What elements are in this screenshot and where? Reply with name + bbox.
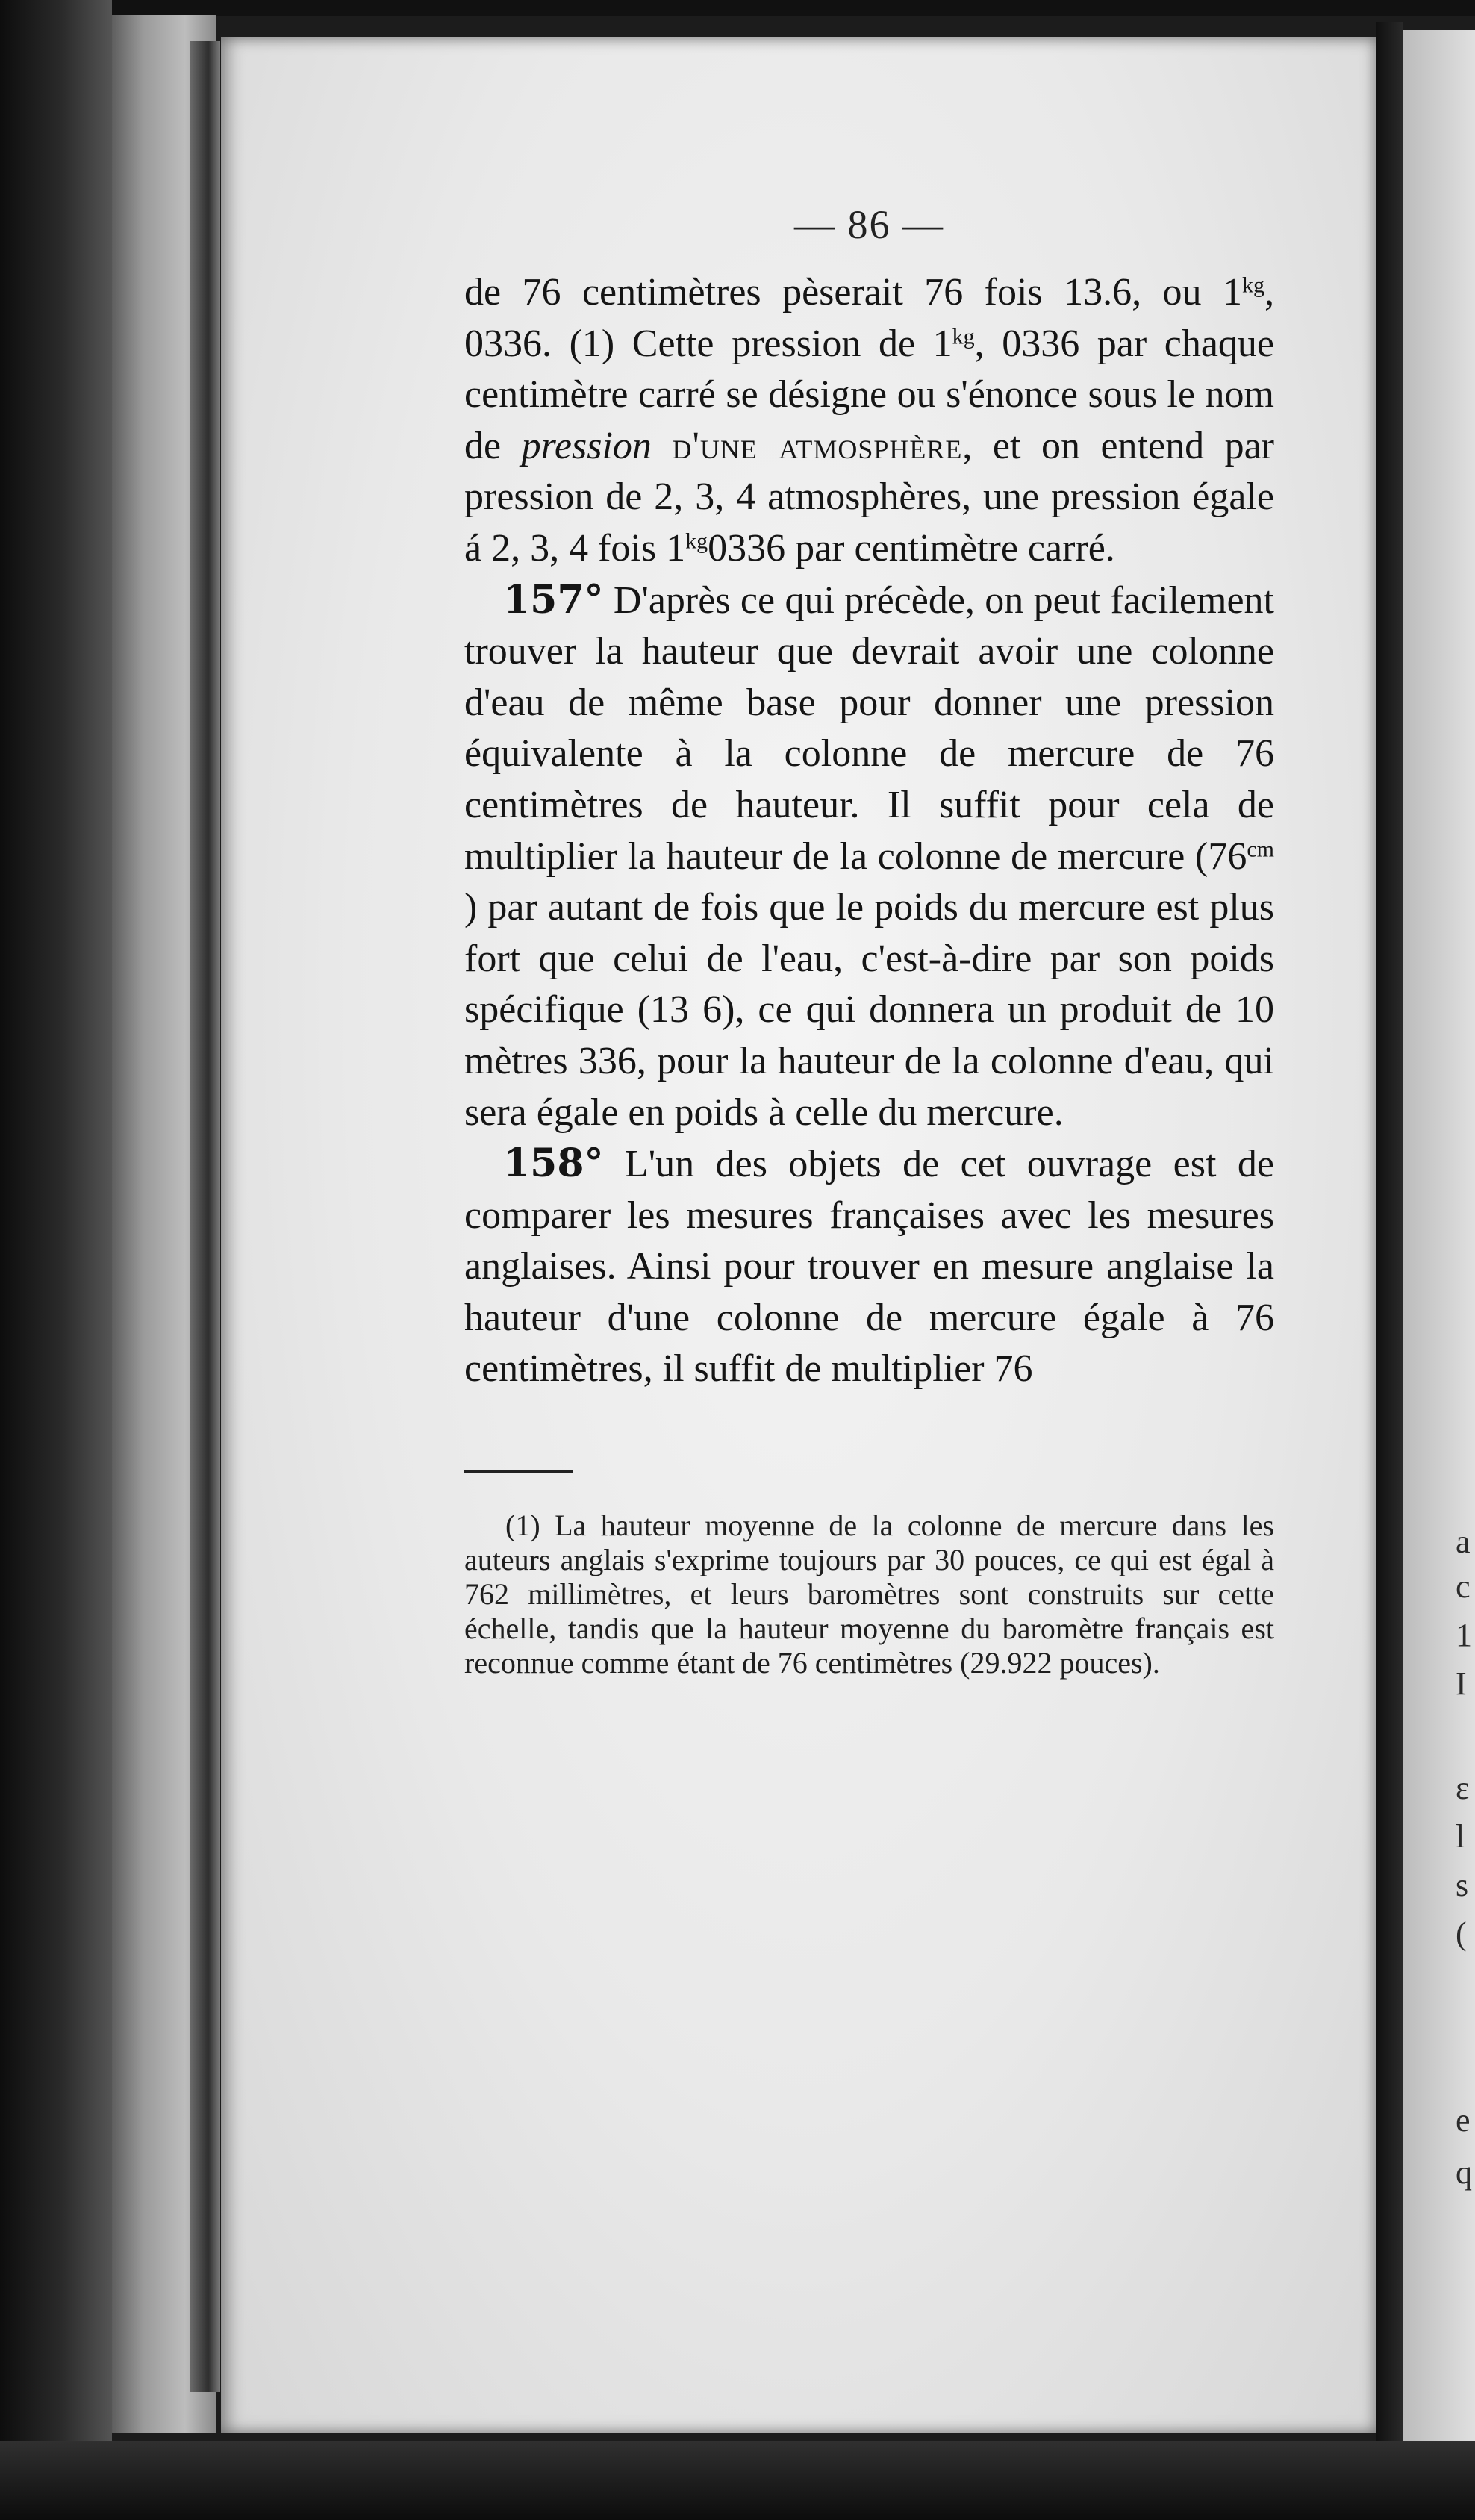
paragraph-number-158: 158°: [503, 1141, 604, 1187]
next-page-edge: [1403, 30, 1475, 2445]
next-page-fragment: l: [1456, 1818, 1465, 1855]
film-border-top: [0, 0, 1475, 16]
next-page-fragment: e: [1456, 2102, 1471, 2139]
paragraph-158: 158° L'un des objets de cet ouvrage est de comparer les mesures françaises avec les mesures anglaises. Ainsi pour trouver en mesure anglaise la hauteur d'une colonne de mercure égale à 76 centimètres, il suffit de multiplier 76: [464, 1141, 1274, 1391]
next-page-fragment: 1: [1456, 1617, 1472, 1653]
next-page-fragment: a: [1456, 1523, 1471, 1560]
book-gutter: [1376, 22, 1403, 2448]
footnote-rule: [464, 1470, 573, 1473]
page-number: — 86 —: [794, 202, 944, 247]
film-border-left: [0, 0, 112, 2520]
footnote: (1) La hauteur moyenne de la colonne de mercure dans les auteurs anglais s'exprime toujours par 30 pouces, ce qui est égal à 762 millimètres, et leurs baromètres sont construits sur cette échelle, tandis que la hauteur moyenne du baromètre français est reconnue comme étant de 76 centimètres (29.922 pouces).: [464, 1509, 1274, 1680]
next-page-fragment: s: [1456, 1867, 1469, 1903]
next-page-fragment: (: [1456, 1915, 1467, 1952]
term-atmosphere: d'une atmosphère: [672, 424, 963, 467]
paragraph-number-157: 157°: [503, 576, 604, 623]
next-page-fragment: ε: [1456, 1770, 1470, 1806]
paragraph-intro: de 76 centimètres pèserait 76 fois 13.6, ou $1^{kg}$, 0336. (1) Cette pression de $1^{kg}$, 0336 par chaque centimètre carré se désigne ou s'énonce sous le nom de pression d'une atmosphère, et on entend par pression de 2, 3, 4 atmosphères, une pression égale á 2, 3, 4 fois $1^{kg}0336$ par centimètre carré.: [464, 271, 1274, 570]
next-page-fragment: c: [1456, 1568, 1471, 1605]
film-border-bottom: [0, 2441, 1475, 2520]
emphasis-pression: pression: [521, 424, 652, 467]
next-page-fragment: I: [1456, 1665, 1467, 1702]
book-edge-inner: [190, 41, 220, 2392]
paragraph-157: 157° D'après ce qui précède, on peut facilement trouver la hauteur que devrait avoir une colonne d'eau de même base pour donner une pression équivalente à la colonne de mercure de 76 centimètres de hauteur. Il suffit pour cela de multiplier la hauteur de la colonne de mercure ($76^{cm}$ ) par autant de fois que le poids du mercure est plus fort que celui de l'eau, c'est-à-dire par son poids spécifique (13 6), ce qui donnera un produit de 10 mètres 336, pour la hauteur de la colonne d'eau, qui sera égale en poids à celle du mercure.: [464, 576, 1274, 1134]
next-page-fragment: q: [1456, 2154, 1472, 2191]
page-content: [464, 202, 1274, 1680]
